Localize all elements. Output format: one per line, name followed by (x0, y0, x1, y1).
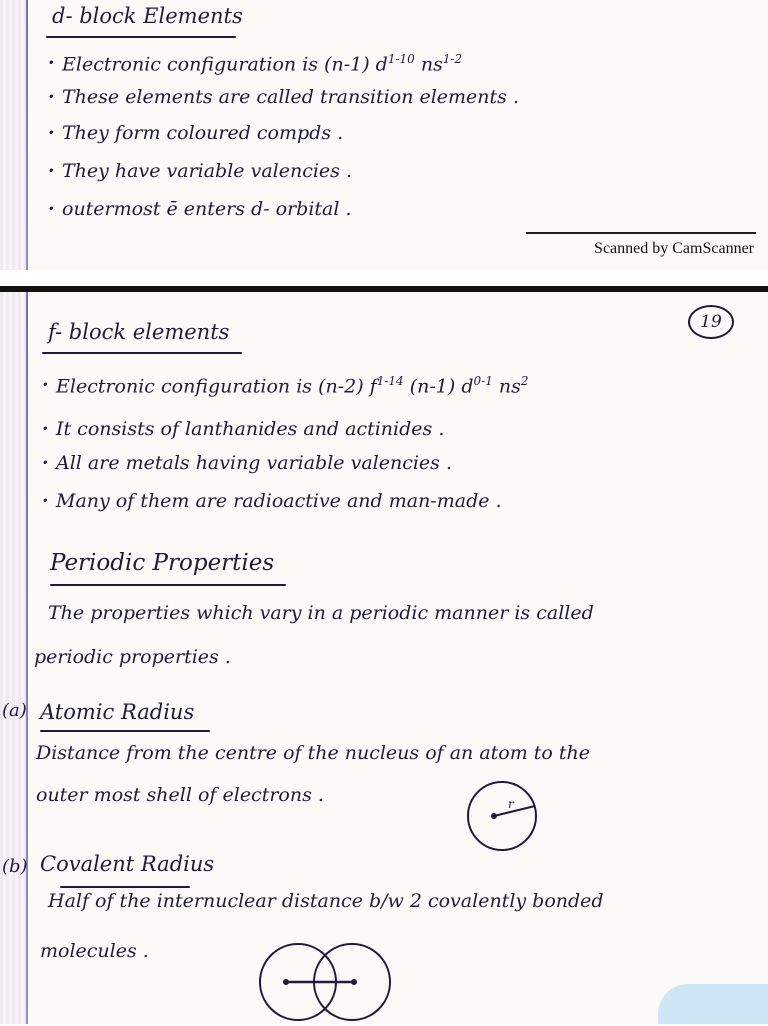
f-block-heading: f- block elements (48, 320, 230, 344)
margin-line (26, 0, 28, 270)
nucleus-dot-right (351, 979, 357, 985)
nucleus-dot-left (283, 979, 289, 985)
f-block-bullet-1 (56, 374, 529, 397)
scanner-rule (526, 232, 756, 234)
atomic-radius-line-1: Distance from the centre of the nucleus of an atom to the (36, 742, 591, 764)
covalent-radius-heading: Covalent Radius (40, 852, 215, 876)
superscript: 0-1 (473, 374, 493, 388)
d-block-bullet-5: · outermost ē enters d- orbital . (62, 198, 352, 220)
covalent-radius-line-2: molecules . (40, 940, 149, 962)
top-page (0, 0, 768, 270)
atomic-radius-heading: Atomic Radius (40, 700, 195, 724)
binding-strip (0, 0, 26, 270)
d-block-heading: d- block Elements (52, 4, 243, 28)
f-block-bullet-2: · It consists of lanthanides and actinides . (56, 418, 444, 440)
d-block-bullet-2: · These elements are called transition elements . (62, 86, 519, 108)
bullet-text: ns (414, 53, 443, 76)
superscript: 1-2 (442, 52, 463, 66)
bullet-text: ns (492, 375, 521, 398)
d-block-bullet-3: · They form coloured compds . (62, 122, 343, 144)
bullet-text: Electronic configuration is (n-1) d (62, 53, 388, 76)
periodic-definition-line-2: periodic properties . (34, 646, 231, 668)
heading-underline (46, 36, 236, 38)
f-block-bullet-4: · Many of them are radioactive and man-made . (56, 490, 502, 512)
section-label-b: (b) (2, 856, 28, 877)
heading-underline (50, 584, 286, 586)
margin-line (26, 292, 28, 1024)
atomic-radius-diagram (452, 776, 552, 856)
heading-underline (42, 352, 242, 354)
periodic-definition-line-1: The properties which vary in a periodic manner is called (48, 602, 594, 624)
bullet-text: Electronic configuration is (n-2) f (56, 375, 377, 398)
periodic-properties-heading: Periodic Properties (50, 550, 275, 576)
covalent-radius-line-1: Half of the internuclear distance b/w 2 covalently bonded (48, 890, 604, 912)
covalent-radius-diagram (250, 940, 400, 1026)
superscript: 2 (520, 374, 529, 388)
scanner-corner-widget (658, 984, 768, 1024)
bullet-text: (n-1) d (403, 375, 474, 398)
section-label-a: (a) (2, 700, 27, 721)
superscript: 1-10 (387, 52, 415, 66)
heading-underline (40, 730, 210, 732)
heading-underline (60, 886, 190, 888)
atom-circle (468, 782, 536, 850)
atomic-radius-line-2: outer most shell of electrons . (36, 784, 324, 806)
f-block-bullet-3: · All are metals having variable valencies . (56, 452, 452, 474)
d-block-bullet-4: · They have variable valencies . (62, 160, 352, 182)
binding-strip (0, 292, 26, 1024)
scanner-watermark: Scanned by CamScanner (594, 240, 754, 257)
radius-line (494, 806, 535, 816)
radius-label: r (508, 797, 514, 811)
d-block-bullet-1 (62, 52, 462, 75)
page-number: 19 (688, 305, 734, 339)
superscript: 1-14 (376, 374, 404, 388)
